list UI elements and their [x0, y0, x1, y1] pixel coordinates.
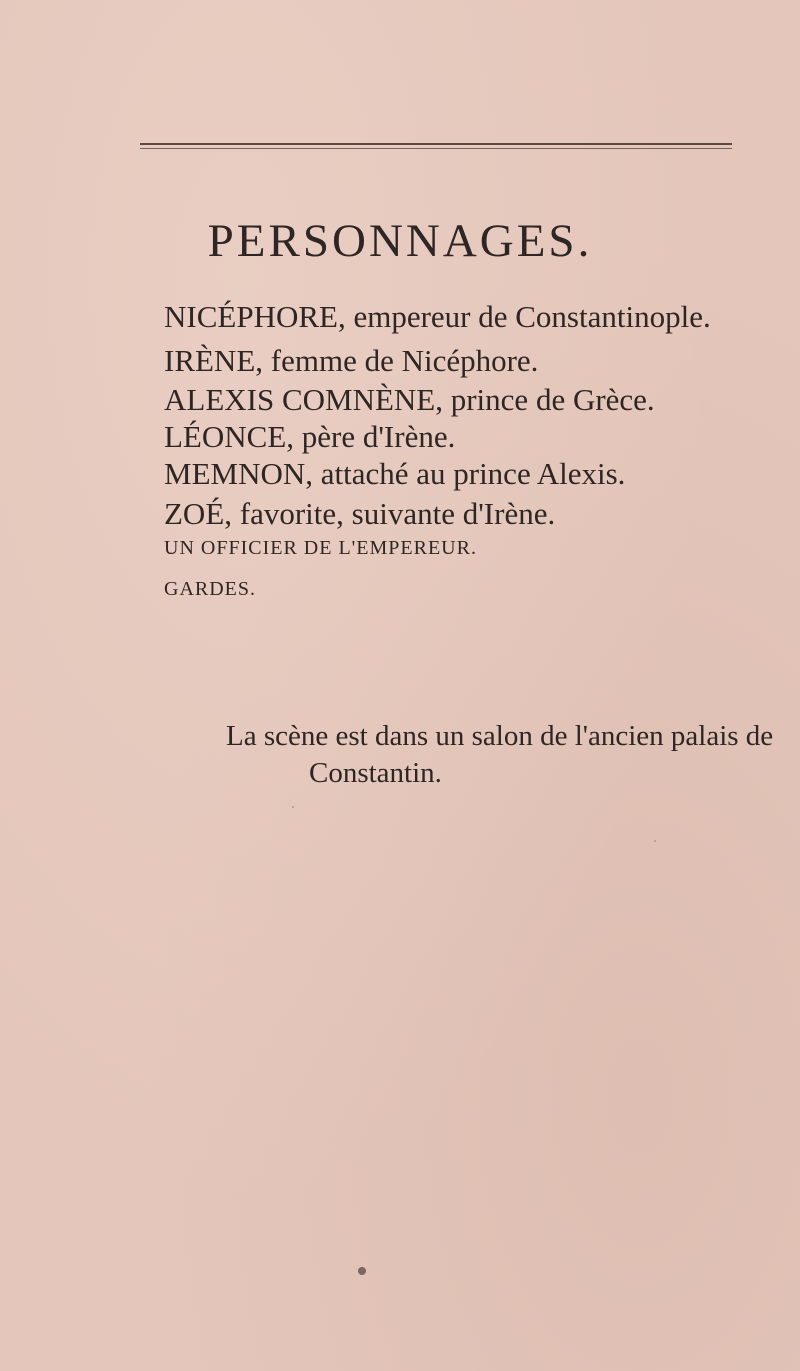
cast-item: ALEXIS COMNÈNE, prince de Grèce. [164, 382, 655, 417]
cast-item: UN OFFICIER DE L'EMPEREUR. [164, 537, 477, 559]
cast-item: ZOÉ, favorite, suivante d'Irène. [164, 496, 556, 531]
cast-item: IRÈNE, femme de Nicéphore. [164, 343, 539, 378]
cast-item: MEMNON, attaché au prince Alexis. [164, 456, 626, 491]
cast-item: LÉONCE, père d'Irène. [164, 419, 456, 454]
cast-item: GARDES. [164, 578, 257, 600]
paper-speck [292, 806, 294, 808]
page-title: PERSONNAGES. [207, 215, 593, 267]
paper-speck [654, 840, 656, 842]
ornament-mark [358, 1267, 366, 1275]
setting-line: Constantin. [309, 757, 442, 789]
cast-item: NICÉPHORE, empereur de Constantinople. [164, 299, 711, 334]
setting-line: La scène est dans un salon de l'ancien palais de [226, 720, 774, 752]
